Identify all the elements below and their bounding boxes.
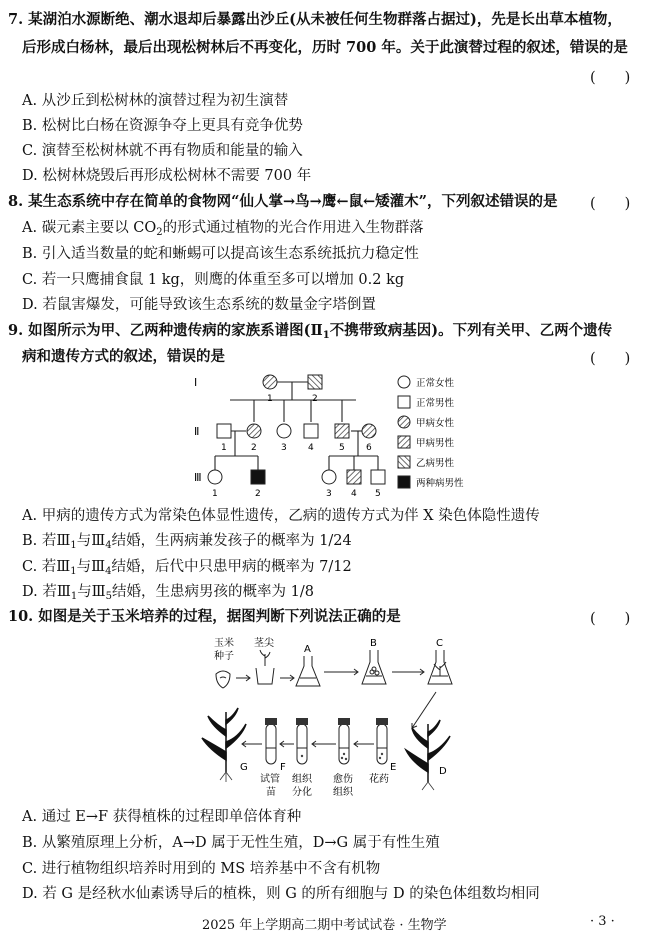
- tube-f-label: F: [280, 762, 286, 773]
- num-II-3: 3: [281, 443, 287, 453]
- num-III-5: 5: [375, 489, 381, 499]
- q7-stem-line1: 7. 某湖泊水源断绝、潮水退却后暴露出沙丘(从未被任何生物群落占据过)，先是长出草本植物，: [8, 11, 622, 28]
- legend-a-female-symbol: [398, 416, 410, 428]
- tube-e-label: E: [390, 762, 397, 773]
- individual-II-2: [247, 424, 261, 438]
- q9-stem-line2: 病和遗传方式的叙述，错误的是: [22, 348, 225, 365]
- pedigree-chart: [180, 368, 480, 503]
- corn-culture-diagram: [196, 632, 476, 804]
- flask-c-label: C: [436, 638, 443, 649]
- num-II-2: 2: [251, 443, 257, 453]
- footer-title: 2025 年上学期高二期中考试试卷 · 生物学: [202, 918, 447, 933]
- q7-stem-line2: 后形成白杨林，最后出现松树林后不再变化，历时 700 年。关于此演替过程的叙述，错误的是: [22, 39, 628, 56]
- seed-label-2: 种子: [214, 651, 234, 662]
- num-II-4: 4: [308, 443, 314, 453]
- num-III-1: 1: [212, 489, 218, 499]
- flask-a-label: A: [304, 644, 311, 655]
- q7-option-a: A. 从沙丘到松树林的演替过程为初生演替: [22, 93, 289, 109]
- q10-option-c: C. 进行植物组织培养时用到的 MS 培养基中不含有机物: [22, 861, 381, 877]
- tube-plantlet-label-1: 试管: [260, 774, 280, 785]
- q7-option-d: D. 松树林烧毁后再形成松树林不需要 700 年: [22, 168, 312, 184]
- legend-both-male-symbol: [398, 476, 410, 488]
- gen-label-1: Ⅰ: [194, 376, 198, 389]
- legend-normal-female: 正常女性: [416, 378, 455, 389]
- individual-I-1: [263, 375, 277, 389]
- q9-option-d: D. 若$Ⅲ_1$与$Ⅲ_5$结婚，生患病男孩的概率为 1/8: [22, 584, 314, 602]
- tube-callus-label-2: 组织: [333, 787, 353, 798]
- q9-stem-line1: 9. 如图所示为甲、乙两种遗传病的家族系谱图($Ⅱ_1$不携带致病基因)。下列有关甲、乙两个遗传: [8, 322, 613, 341]
- q9-option-c: C. 若$Ⅲ_1$与$Ⅲ_4$结婚，后代中只患甲病的概率为 7/12: [22, 559, 352, 577]
- legend-a-male-symbol: [398, 436, 410, 448]
- individual-III-4: [347, 470, 361, 484]
- flask-b-label: B: [370, 638, 377, 649]
- q8-option-a: A. 碳元素主要以 $CO_2$的形式通过植物的光合作用进入生物群落: [22, 220, 424, 238]
- gen-label-2: Ⅱ: [194, 425, 200, 438]
- page-number: · 3 ·: [590, 914, 615, 929]
- q7-option-b: B. 松树比白杨在资源争夺上更具有竞争优势: [22, 118, 303, 134]
- q9-option-a: A. 甲病的遗传方式为常染色体显性遗传，乙病的遗传方式为伴 X 染色体隐性遗传: [22, 508, 540, 524]
- q10-answer-blank: ( ): [590, 611, 631, 627]
- legend-a-female: 甲病女性: [416, 418, 455, 429]
- q10-option-d: D. 若 G 是经秋水仙素诱导后的植株，则 G 的所有细胞与 D 的染色体组数均相同: [22, 886, 540, 902]
- individual-III-1: [208, 470, 222, 484]
- plant-d-label: D: [439, 766, 447, 777]
- individual-II-1: [217, 424, 231, 438]
- num-III-3: 3: [326, 489, 332, 499]
- q9-option-b: B. 若$Ⅲ_1$与$Ⅲ_4$结婚，生两病兼发孩子的概率为 1/24: [22, 533, 352, 551]
- tube-plantlet-label-2: 苗: [266, 787, 276, 798]
- q9-answer-blank: ( ): [590, 351, 631, 367]
- q8-option-c: C. 若一只鹰捕食鼠 1 kg，则鹰的体重至多可以增加 0.2 kg: [22, 272, 405, 288]
- seed-label-1: 玉米: [214, 638, 234, 649]
- num-II-1: 1: [221, 443, 227, 453]
- tube-differentiation-label-1: 组织: [292, 774, 312, 785]
- tube-anther-label: 花药: [369, 774, 389, 785]
- q8-option-b: B. 引入适当数量的蛇和蜥蜴可以提高该生态系统抵抗力稳定性: [22, 246, 419, 262]
- legend-a-male: 甲病男性: [416, 438, 455, 449]
- stem-tip-label: 茎尖: [254, 638, 274, 649]
- num-II-5: 5: [339, 443, 345, 453]
- num-I-2: 2: [312, 394, 318, 404]
- individual-II-6: [362, 424, 376, 438]
- q7-answer-blank: ( ): [590, 70, 631, 86]
- individual-II-3: [277, 424, 291, 438]
- q10-stem: 10. 如图是关于玉米培养的过程，据图判断下列说法正确的是: [8, 608, 401, 625]
- legend-both-male: 两种病男性: [416, 478, 464, 489]
- legend-normal-male: 正常男性: [416, 398, 455, 409]
- individual-III-5: [371, 470, 385, 484]
- q8-option-d: D. 若鼠害爆发，可能导致该生态系统的数量金字塔倒置: [22, 297, 376, 313]
- q7-option-c: C. 演替至松树林就不再有物质和能量的输入: [22, 143, 303, 159]
- plant-g-label: G: [240, 762, 248, 773]
- q8-answer-blank: ( ): [590, 196, 631, 212]
- individual-II-4: [304, 424, 318, 438]
- num-I-1: 1: [267, 394, 273, 404]
- num-III-2: 2: [255, 489, 261, 499]
- q8-stem: 8. 某生态系统中存在简单的食物网“仙人掌→鸟→鹰←鼠←矮灌木”，下列叙述错误的是: [8, 193, 558, 210]
- q10-option-b: B. 从繁殖原理上分析，A→D 属于无性生殖，D→G 属于有性生殖: [22, 835, 440, 851]
- individual-III-3: [322, 470, 336, 484]
- individual-I-2: [308, 375, 322, 389]
- num-III-4: 4: [351, 489, 357, 499]
- legend-b-male-symbol: [398, 456, 410, 468]
- individual-II-5: [335, 424, 349, 438]
- legend-normal-female-symbol: [398, 376, 410, 388]
- tube-differentiation-label-2: 分化: [292, 787, 312, 798]
- legend-normal-male-symbol: [398, 396, 410, 408]
- gen-label-3: Ⅲ: [194, 471, 202, 484]
- tube-callus-label-1: 愈伤: [333, 774, 353, 785]
- legend-b-male: 乙病男性: [416, 458, 455, 469]
- num-II-6: 6: [366, 443, 372, 453]
- individual-III-2: [251, 470, 265, 484]
- q10-option-a: A. 通过 E→F 获得植株的过程即单倍体育种: [22, 809, 302, 825]
